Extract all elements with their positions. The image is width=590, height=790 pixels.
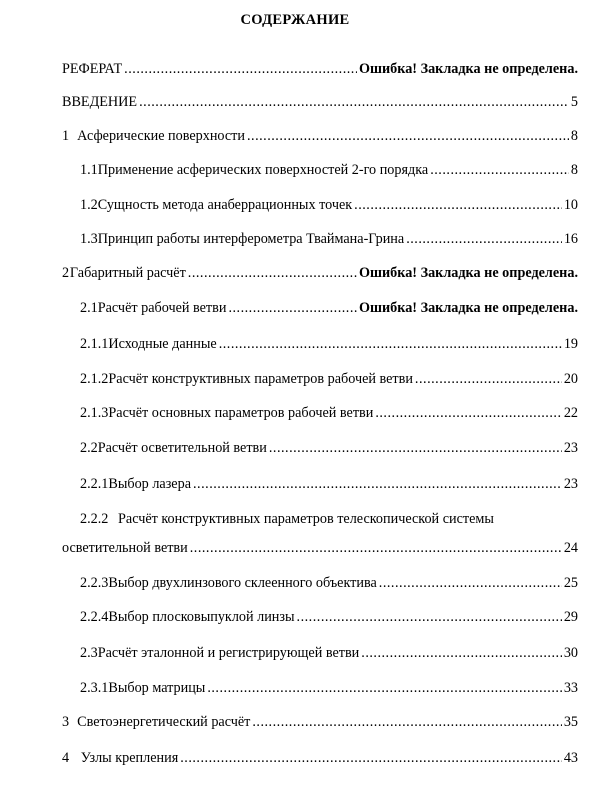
toc-entry-2-2-2[interactable] bbox=[80, 511, 578, 531]
toc-entry-number: 1.3 bbox=[80, 231, 98, 247]
leader-dots bbox=[193, 476, 562, 493]
toc-entry-label: Исходные данные bbox=[108, 336, 217, 352]
toc-entry-label: Расчёт рабочей ветви bbox=[97, 300, 227, 316]
toc-entry-page: 30 bbox=[563, 645, 578, 661]
toc-entry-page: Ошибка! Закладка не определена. bbox=[358, 265, 578, 281]
toc-entry-number: 3 bbox=[62, 714, 70, 730]
toc-entry-2-2[interactable] bbox=[80, 440, 578, 460]
leader-dots bbox=[207, 680, 561, 697]
leader-dots bbox=[297, 609, 562, 626]
toc-entry-number: 1 bbox=[62, 128, 70, 144]
leader-dots bbox=[430, 162, 569, 179]
toc-entry-page: 25 bbox=[563, 575, 578, 591]
toc-entry-label: Расчёт конструктивных параметров рабочей ветви bbox=[108, 371, 413, 387]
toc-entry-label: Расчёт осветительной ветви bbox=[97, 440, 267, 456]
toc-entry-page: 10 bbox=[563, 197, 578, 213]
toc-entry-number: 2.2.4 bbox=[80, 609, 109, 625]
leader-dots bbox=[190, 540, 562, 557]
page-title: СОДЕРЖАНИЕ bbox=[240, 12, 350, 28]
toc-entry-label: Расчёт основных параметров рабочей ветви bbox=[108, 405, 374, 421]
toc-entry-label: Выбор лазера bbox=[108, 476, 191, 492]
leader-dots bbox=[219, 336, 562, 353]
toc-entry-2-3-1[interactable] bbox=[80, 680, 578, 700]
toc-entry-2-3[interactable] bbox=[80, 645, 578, 665]
toc-entry-1-3[interactable] bbox=[80, 231, 578, 251]
toc-entry-number: 2.2.3 bbox=[80, 575, 109, 591]
toc-entry-label: Асферические поверхности bbox=[77, 128, 245, 144]
toc-entry-3[interactable] bbox=[62, 714, 578, 734]
toc-entry-2-1[interactable] bbox=[80, 300, 578, 320]
toc-entry-page: 22 bbox=[563, 405, 578, 421]
leader-dots bbox=[379, 575, 562, 592]
toc-entry-number: 2.3.1 bbox=[80, 680, 109, 696]
toc-entry-page: 5 bbox=[570, 94, 578, 110]
toc-entry-number: 2.1.1 bbox=[80, 336, 109, 352]
leader-dots bbox=[188, 265, 357, 282]
toc-entry-page: 19 bbox=[563, 336, 578, 352]
toc-entry-page: 29 bbox=[563, 609, 578, 625]
toc-entry-number: 2.2 bbox=[80, 440, 98, 456]
leader-dots bbox=[139, 94, 569, 111]
toc-entry-1-2[interactable] bbox=[80, 197, 578, 217]
toc-entry-number: 1.2 bbox=[80, 197, 98, 213]
toc-entry-label: РЕФЕРАТ bbox=[62, 61, 123, 77]
leader-dots bbox=[180, 750, 562, 767]
toc-entry-number: 2.2.1 bbox=[80, 476, 109, 492]
toc-entry-2-1-1[interactable] bbox=[80, 336, 578, 356]
toc-entry-2-2-1[interactable] bbox=[80, 476, 578, 496]
leader-dots bbox=[375, 405, 561, 422]
toc-entry-label: Сущность метода анаберрационных точек bbox=[97, 197, 353, 213]
leader-dots bbox=[269, 440, 562, 457]
toc-entry-page: 8 bbox=[570, 162, 578, 178]
toc-entry-1[interactable] bbox=[62, 128, 578, 148]
toc-entry-page: 8 bbox=[570, 128, 578, 144]
toc-entry-page: 35 bbox=[563, 714, 578, 730]
toc-entry-page: 20 bbox=[563, 371, 578, 387]
toc-entry-number: 4 bbox=[62, 750, 70, 766]
toc-entry-2-1-2[interactable] bbox=[80, 371, 578, 391]
toc-entry-number: 2.1 bbox=[80, 300, 98, 316]
leader-dots bbox=[406, 231, 562, 248]
toc-entry-2-2-3[interactable] bbox=[80, 575, 578, 595]
toc-entry-2-2-2-cont[interactable] bbox=[62, 540, 578, 560]
toc-entry-label: Выбор плосковыпуклой линзы bbox=[108, 609, 295, 625]
toc-entry-label: Расчёт эталонной и регистрирующей ветви bbox=[97, 645, 360, 661]
toc-entry-2-2-4[interactable] bbox=[80, 609, 578, 629]
toc-entry-number: 2.2.2 bbox=[80, 511, 109, 527]
toc-entry-number: 2.1.2 bbox=[80, 371, 109, 387]
toc-entry-page: 23 bbox=[563, 476, 578, 492]
toc-entry-introduction[interactable] bbox=[62, 94, 578, 114]
toc-entry-number: 1.1 bbox=[80, 162, 98, 178]
leader-dots bbox=[228, 300, 357, 317]
toc-entry-label: Применение асферических поверхностей 2-го порядка bbox=[97, 162, 429, 178]
toc-entry-number: 2 bbox=[62, 265, 70, 281]
toc-entry-label: Габаритный расчёт bbox=[69, 265, 186, 281]
toc-entry-page: 33 bbox=[563, 680, 578, 696]
leader-dots bbox=[361, 645, 562, 662]
toc-entry-label: Принцип работы интерферометра Тваймана-Грина bbox=[97, 231, 405, 247]
toc-entry-label: ВВЕДЕНИЕ bbox=[62, 94, 138, 110]
leader-dots bbox=[252, 714, 561, 731]
toc-entry-2[interactable] bbox=[62, 265, 578, 285]
leader-dots bbox=[354, 197, 562, 214]
toc-entry-1-1[interactable] bbox=[80, 162, 578, 182]
toc-entry-label-continuation: осветительной ветви bbox=[62, 540, 188, 556]
toc-entry-label: Узлы крепления bbox=[80, 750, 179, 766]
toc-entry-label: Выбор матрицы bbox=[108, 680, 206, 696]
toc-entry-label: Расчёт конструктивных параметров телескопической системы bbox=[118, 511, 494, 527]
leader-dots bbox=[247, 128, 569, 145]
toc-entry-page: Ошибка! Закладка не определена. bbox=[358, 61, 578, 77]
toc-entry-page: 43 bbox=[563, 750, 578, 766]
toc-entry-label: Выбор двухлинзового склеенного объектива bbox=[108, 575, 377, 591]
toc-entry-abstract[interactable] bbox=[62, 61, 578, 81]
toc-entry-number: 2.3 bbox=[80, 645, 98, 661]
leader-dots bbox=[415, 371, 562, 388]
toc-entry-number: 2.1.3 bbox=[80, 405, 109, 421]
leader-dots bbox=[124, 61, 357, 78]
toc-entry-page: Ошибка! Закладка не определена. bbox=[358, 300, 578, 316]
toc-entry-2-1-3[interactable] bbox=[80, 405, 578, 425]
toc-entry-label: Светоэнергетический расчёт bbox=[77, 714, 251, 730]
toc-entry-page: 16 bbox=[563, 231, 578, 247]
toc-entry-page: 24 bbox=[563, 540, 578, 556]
toc-entry-page: 23 bbox=[563, 440, 578, 456]
toc-entry-4[interactable] bbox=[62, 750, 578, 770]
